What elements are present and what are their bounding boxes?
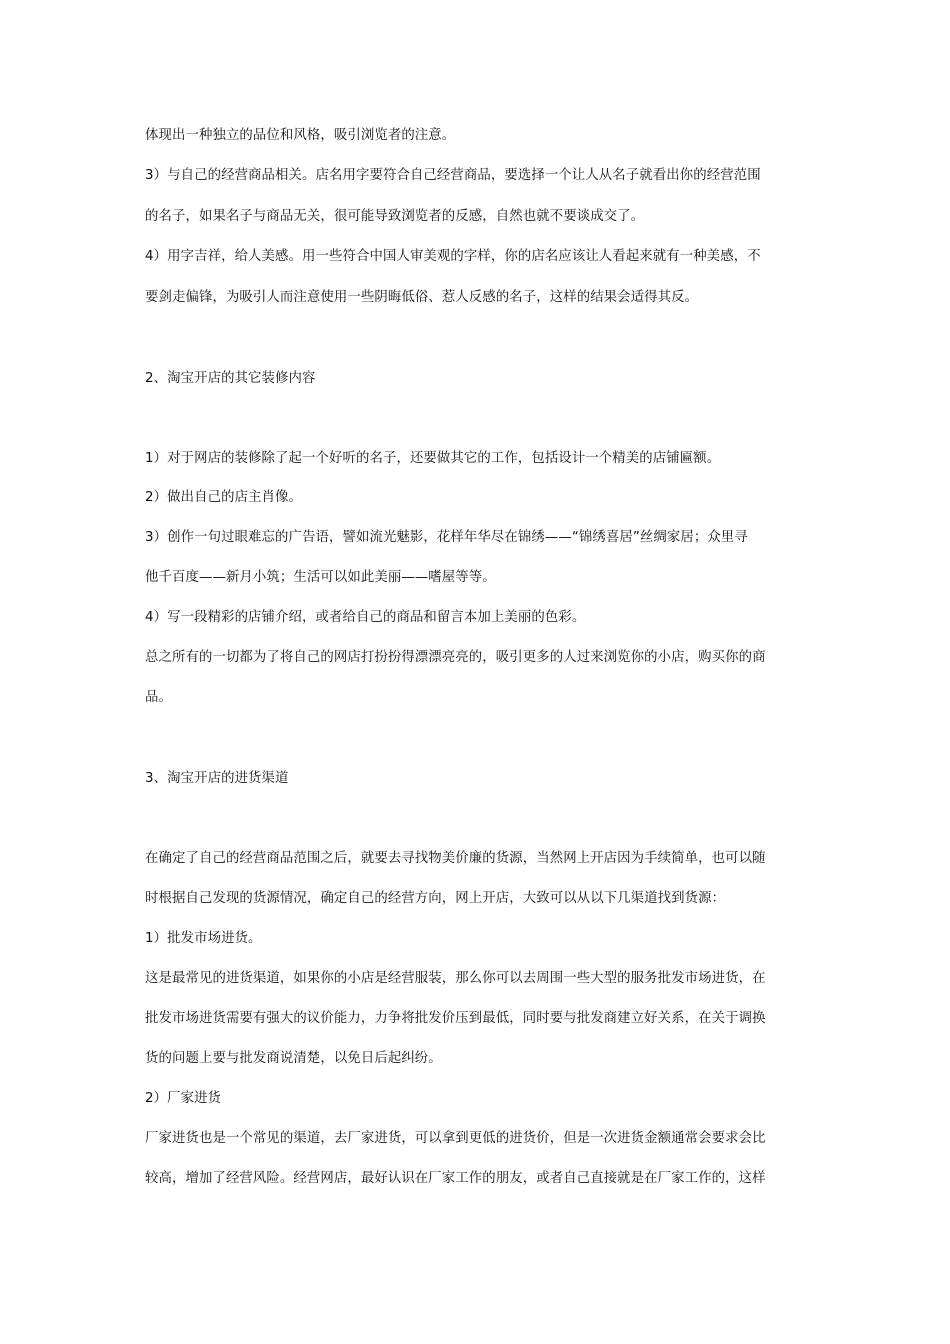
paragraph-line: 总之所有的一切都为了将自己的网店打扮扮得漂漂亮亮的，吸引更多的人过来浏览你的小店，购买你的商 — [145, 650, 766, 665]
paragraph-line: 他千百度——新月小筑；生活可以如此美丽——嗜屋等等。 — [145, 570, 496, 585]
paragraph-line: 3）与自己的经营商品相关。店名用字要符合自己经营商品，要选择一个让人从名子就看出你的经营范围 — [145, 168, 761, 183]
paragraph-line: 2）厂家进货 — [145, 1091, 222, 1106]
section-heading: 3、淘宝开店的进货渠道 — [145, 771, 289, 786]
paragraph-line: 4）写一段精彩的店铺介绍，或者给自己的商品和留言本加上美丽的色彩。 — [145, 610, 586, 625]
paragraph-line: 批发市场进货需要有强大的议价能力，力争将批发价压到最低，同时要与批发商建立好关系，在关于调换 — [145, 1011, 766, 1026]
paragraph-line: 4）用字吉祥，给人美感。用一些符合中国人审美观的字样，你的店名应该让人看起来就有一种美感，不 — [145, 249, 761, 264]
paragraph-line: 品。 — [145, 690, 172, 705]
paragraph-line: 这是最常见的进货渠道，如果你的小店是经营服装，那么你可以去周围一些大型的服务批发市场进货，在 — [145, 971, 766, 986]
paragraph-line: 体现出一种独立的品位和风格，吸引浏览者的注意。 — [145, 128, 456, 143]
section-heading: 2、淘宝开店的其它装修内容 — [145, 371, 316, 386]
paragraph-line: 3）创作一句过眼难忘的广告语，譬如流光魅影，花样年华尽在锦绣——“锦绣喜居”丝绸家居；众里寻 — [145, 530, 748, 545]
paragraph-line: 较高，增加了经营风险。经营网店，最好认识在厂家工作的朋友，或者自己直接就是在厂家工作的，这样 — [145, 1171, 766, 1186]
paragraph-line: 在确定了自己的经营商品范围之后，就要去寻找物美价廉的货源，当然网上开店因为手续简单，也可以随 — [145, 851, 766, 866]
paragraph-line: 厂家进货也是一个常见的渠道，去厂家进货，可以拿到更低的进货价，但是一次进货金额通常会要求会比 — [145, 1131, 766, 1146]
paragraph-line: 2）做出自己的店主肖像。 — [145, 490, 303, 505]
paragraph-line: 1）对于网店的装修除了起一个好听的名子，还要做其它的工作，包括设计一个精美的店铺匾额。 — [145, 451, 721, 466]
paragraph-line: 货的问题上要与批发商说清楚，以免日后起纠纷。 — [145, 1051, 442, 1066]
paragraph-line: 1）批发市场进货。 — [145, 931, 262, 946]
paragraph-line: 要剑走偏锋，为吸引人而注意使用一些阴晦低俗、惹人反感的名子，这样的结果会适得其反。 — [145, 290, 699, 305]
paragraph-line: 时根据自己发现的货源情况，确定自己的经营方向，网上开店，大致可以从以下几渠道找到货源： — [145, 891, 726, 906]
paragraph-line: 的名子，如果名子与商品无关，很可能导致浏览者的反感，自然也就不要谈成交了。 — [145, 209, 645, 224]
